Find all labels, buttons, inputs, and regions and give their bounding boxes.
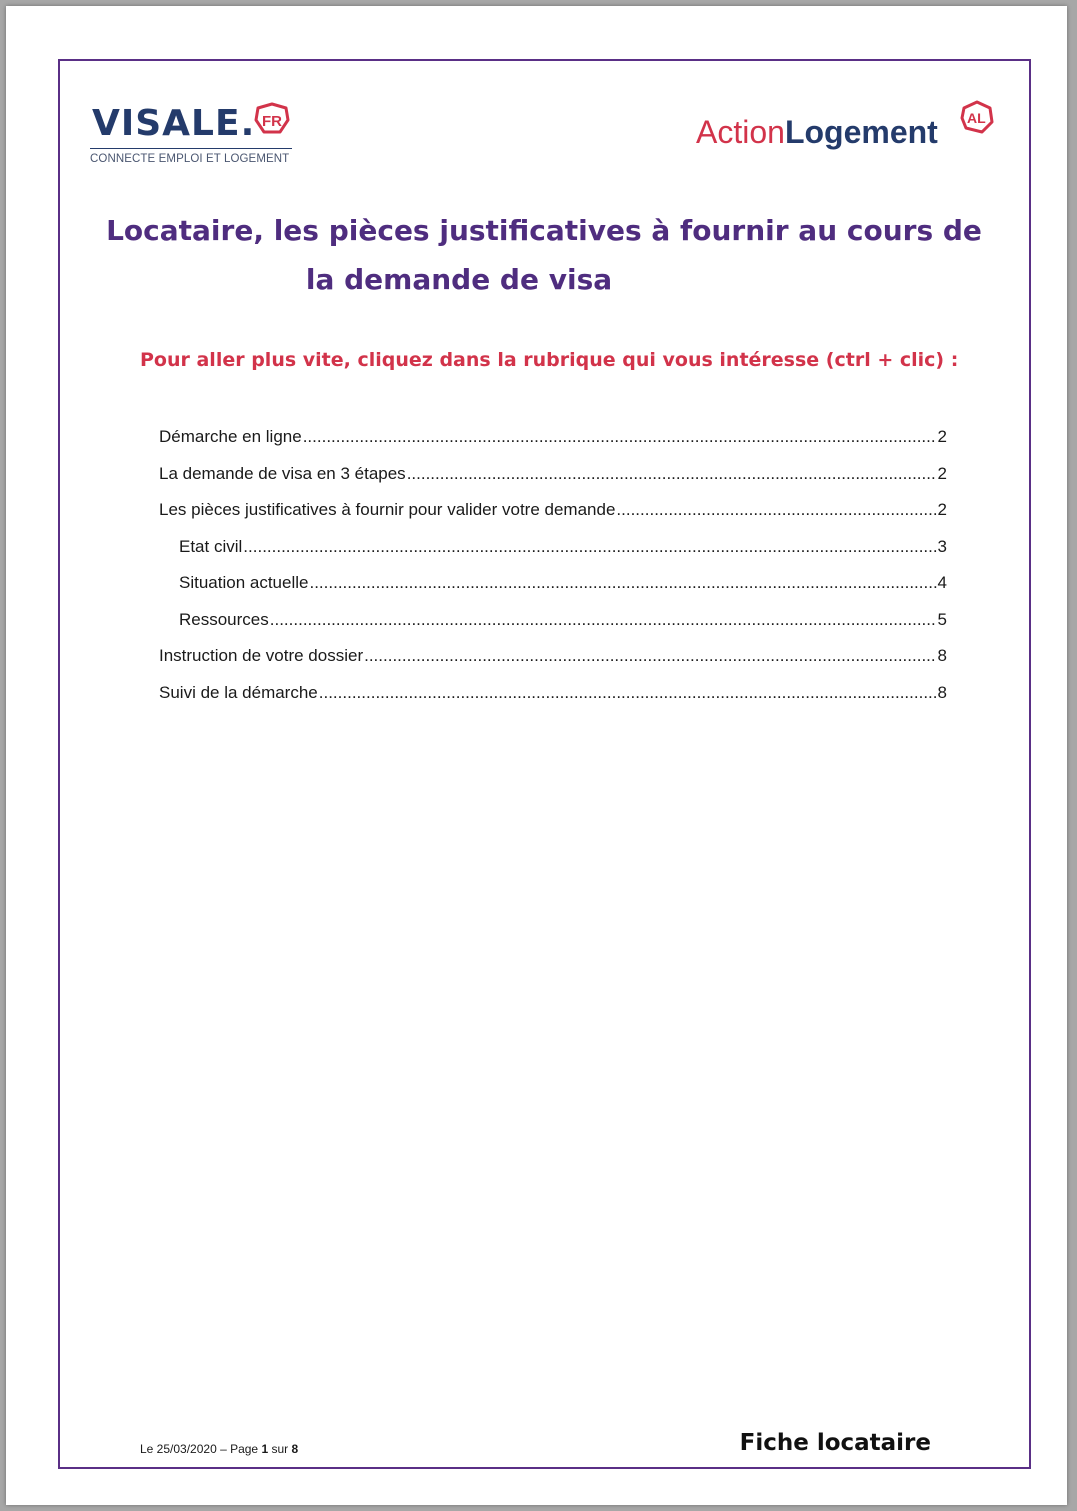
visale-logo-rule bbox=[90, 148, 292, 149]
toc-item-page: 2 bbox=[937, 500, 947, 519]
toc-leader-dots bbox=[319, 683, 937, 703]
toc-item-instruction-dossier[interactable] bbox=[159, 646, 947, 683]
page-title-line-1: Locataire, les pièces justificatives à fournir au cours de bbox=[106, 214, 982, 247]
document-page bbox=[6, 6, 1067, 1505]
toc-item-etat-civil[interactable] bbox=[159, 537, 947, 574]
toc-item-label: Situation actuelle bbox=[179, 573, 309, 592]
toc-item-label: Etat civil bbox=[179, 536, 243, 556]
toc-item-ressources[interactable] bbox=[159, 610, 947, 647]
svg-text:AL: AL bbox=[967, 110, 986, 126]
visale-logo-wordmark: VISALE. bbox=[92, 103, 256, 144]
toc-item-page: 5 bbox=[937, 609, 947, 629]
toc-leader-dots bbox=[309, 573, 936, 593]
toc-leader-dots bbox=[303, 427, 937, 447]
toc-item-demarche-en-ligne[interactable] bbox=[159, 427, 947, 464]
toc-item-page: 2 bbox=[937, 427, 947, 446]
toc-leader-dots bbox=[616, 500, 936, 520]
toc-item-page: 8 bbox=[937, 682, 947, 702]
footer-date: Le 25/03/2020 – Page bbox=[140, 1442, 259, 1456]
toc-item-label: Suivi de la démarche bbox=[159, 682, 318, 702]
toc-item-page: 2 bbox=[937, 463, 947, 483]
footer-page-separator: sur bbox=[271, 1442, 289, 1456]
action-logement-word-action: Action bbox=[696, 114, 785, 150]
toc-item-page: 4 bbox=[937, 573, 947, 592]
toc-item-label: Ressources bbox=[179, 609, 269, 629]
page-title bbox=[106, 206, 982, 304]
toc-item-pieces-justificatives[interactable] bbox=[159, 500, 947, 537]
visale-fr-badge-icon bbox=[250, 102, 296, 142]
toc-leader-dots bbox=[364, 646, 936, 666]
footer-page-total: 8 bbox=[291, 1442, 299, 1456]
footer-document-type: Fiche locataire bbox=[739, 1430, 931, 1456]
action-logement-logo bbox=[696, 100, 1006, 160]
toc-item-page: 3 bbox=[937, 536, 947, 556]
action-logement-wordmark bbox=[696, 112, 938, 152]
toc-item-label: La demande de visa en 3 étapes bbox=[159, 463, 406, 483]
table-of-contents bbox=[159, 427, 947, 719]
toc-instruction: Pour aller plus vite, cliquez dans la rubrique qui vous intéresse (ctrl + clic) : bbox=[140, 349, 959, 371]
footer-page-current: 1 bbox=[261, 1442, 269, 1456]
visale-logo bbox=[90, 102, 300, 174]
toc-item-label: Les pièces justificatives à fournir pour valider votre demande bbox=[159, 500, 616, 519]
page-title-line-2: la demande de visa bbox=[305, 263, 613, 296]
toc-item-suivi-demarche[interactable] bbox=[159, 683, 947, 720]
toc-item-situation-actuelle[interactable] bbox=[159, 573, 947, 610]
toc-item-demande-visa-3-etapes[interactable] bbox=[159, 464, 947, 501]
visale-logo-tagline: CONNECTE EMPLOI ET LOGEMENT bbox=[90, 153, 290, 165]
toc-item-label: Démarche en ligne bbox=[159, 427, 302, 446]
svg-text:FR: FR bbox=[262, 113, 282, 130]
action-logement-al-badge-icon bbox=[958, 100, 996, 138]
toc-leader-dots bbox=[407, 464, 937, 484]
action-logement-word-logement: Logement bbox=[784, 114, 938, 150]
toc-item-page: 8 bbox=[937, 646, 947, 665]
footer-date-page bbox=[140, 1442, 298, 1456]
toc-leader-dots bbox=[270, 610, 937, 630]
toc-leader-dots bbox=[243, 537, 936, 557]
toc-item-label: Instruction de votre dossier bbox=[159, 646, 364, 665]
